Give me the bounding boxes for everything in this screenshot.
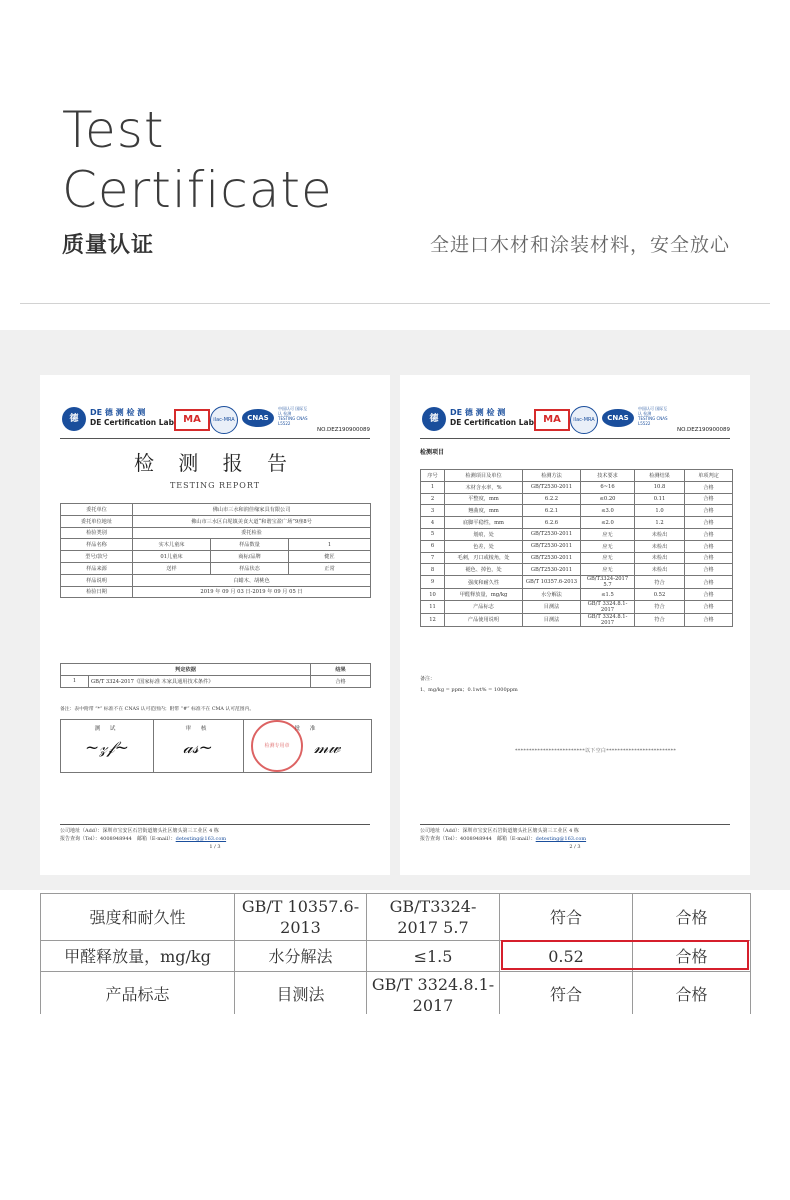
divider (20, 303, 770, 304)
table-row (61, 515, 371, 527)
table-cell: 1.2 (635, 517, 685, 529)
table-row (421, 564, 733, 576)
title-line-certificate: Certificate (62, 161, 333, 219)
remark-label: 备注： (420, 676, 436, 682)
table-cell: 合格 (685, 517, 733, 529)
table-cell: 未检出 (635, 564, 685, 576)
table-cell: 6 (421, 540, 445, 552)
table-cell: 委托检验 (133, 527, 371, 539)
lab-name-en: DE Certification Lab (450, 418, 534, 427)
de-lab-logo-icon: 德 (62, 407, 86, 431)
table-row (61, 574, 371, 586)
table-cell: 样品数量 (211, 539, 289, 551)
table-row (421, 589, 733, 601)
footer-email-link[interactable]: detesting@163.com (535, 836, 587, 842)
approver-label: 批 准 (294, 726, 320, 732)
table-cell: 未检出 (635, 540, 685, 552)
page-number: 1 / 3 (209, 844, 221, 850)
table-row (421, 517, 733, 529)
highlight-box (501, 940, 749, 970)
table-cell: GB/T2530-2011 (523, 564, 581, 576)
report-note: 备注：表中附带 “*” 标准不在 CNAS 认可范围内；附带 “#” 标准不在 CMA 认可范围内。 (60, 707, 255, 712)
table-cell: 1 (289, 539, 371, 551)
table-row (61, 562, 371, 574)
table-cell: 色差，处 (445, 540, 523, 552)
table-cell: 1 (421, 481, 445, 493)
footer-tel: 报告查询（Tel）：4008948944 邮箱（E-mail）： (60, 836, 176, 842)
table-cell: 合格 (685, 600, 733, 613)
table-cell: GB/T 3324-2017《国家标准 木家具通用技术条件》 (89, 675, 311, 687)
table-cell: 4 (421, 517, 445, 529)
table-cell: 合格 (685, 493, 733, 505)
table-row (421, 600, 733, 613)
table-row (421, 528, 733, 540)
lab-header (60, 405, 370, 439)
table-cell: 12 (421, 613, 445, 626)
column-header: 检测方法 (523, 470, 581, 482)
table-cell: GB/T2530-2011 (523, 540, 581, 552)
footer-address: 公司地址（Add）：深圳市宝安区石岩街道塘头社区塘头第三工业区 4 栋 (60, 828, 219, 834)
table-cell: GB/T3324-2017 5.7 (367, 894, 500, 941)
sample-info-table (60, 503, 371, 598)
table-cell: 应无 (581, 528, 635, 540)
table-cell: 目测法 (523, 600, 581, 613)
tester-label: 测 试 (94, 726, 120, 732)
table-cell: 强度和耐久性 (445, 576, 523, 589)
section-label: 检测项目 (420, 449, 445, 456)
table-cell: 7 (421, 552, 445, 564)
table-cell: 未检出 (635, 552, 685, 564)
table-row (61, 551, 371, 563)
table-cell: 符合 (635, 600, 685, 613)
table-cell: 委托单位地址 (61, 515, 133, 527)
table-cell: 1 (61, 675, 89, 687)
footer-rule (60, 824, 370, 825)
table-row (41, 894, 751, 941)
column-header: 序号 (421, 470, 445, 482)
reviewer-column (153, 720, 244, 772)
certificate-page-2 (400, 375, 750, 875)
table-cell: 委托单位 (61, 504, 133, 516)
table-cell: 样品说明 (61, 574, 133, 586)
table-cell: 1.0 (635, 505, 685, 517)
table-cell: 合格 (685, 576, 733, 589)
table-header: 结果 (311, 664, 371, 676)
table-cell: ≤3.0 (581, 505, 635, 517)
table-row (61, 539, 371, 551)
approver-signature: 𝓂𝓌 (313, 738, 341, 758)
table-cell: 合格 (685, 564, 733, 576)
table-cell: 应无 (581, 564, 635, 576)
table-cell: 正常 (289, 562, 371, 574)
table-cell: 9 (421, 576, 445, 589)
table-cell: 底脚平稳性，mm (445, 517, 523, 529)
table-row (61, 586, 371, 598)
verdict-table (60, 663, 371, 688)
column-header: 单项判定 (685, 470, 733, 482)
ilac-mra-logo-icon: ilac-MRA (210, 406, 238, 434)
table-cell: 佛山市三水和润佳缘家具有限公司 (133, 504, 371, 516)
footer-address: 公司地址（Add）：深圳市宝安区石岩街道塘头社区塘头第三工业区 4 栋 (420, 828, 579, 834)
lab-name-en: DE Certification Lab (90, 418, 174, 427)
table-cell: 甲醛释放量，mg/kg (41, 941, 235, 972)
table-cell: 毛刺，刃口或棱角，处 (445, 552, 523, 564)
footer-rule (420, 824, 730, 825)
column-header: 检测结果 (635, 470, 685, 482)
column-header: 技术要求 (581, 470, 635, 482)
table-cell: 健匠 (289, 551, 371, 563)
table-cell: 佛山市三水区白坭镇美食大道“和谐宝盈广场”9座8号 (133, 515, 371, 527)
header-rule (60, 438, 370, 439)
cnas-logo-icon: CNAS (602, 409, 634, 427)
table-cell: 3 (421, 505, 445, 517)
stamp-icon: 检测专用章 (251, 720, 303, 772)
table-header: 判定依据 (61, 664, 311, 676)
approver-column (243, 720, 371, 772)
table-row (421, 552, 733, 564)
table-cell: 合格 (685, 540, 733, 552)
table-cell: 型号/款号 (61, 551, 133, 563)
table-cell: 合格 (685, 589, 733, 601)
table-cell: 0.52 (500, 941, 633, 972)
cma-logo-icon: MA (534, 409, 570, 431)
title-line-test: Test (62, 101, 165, 159)
table-cell: 目测法 (235, 972, 367, 1015)
footer-contact (60, 835, 370, 842)
cnas-subtext: 中国认可 国际互认 检测 TESTING CNAS L5522 (638, 406, 668, 426)
table-cell: 0.11 (635, 493, 685, 505)
slogan-text: 全进口木材和涂装材料，安全放心 (429, 234, 730, 256)
table-cell: 平整度，mm (445, 493, 523, 505)
table-row (61, 664, 371, 676)
table-cell: 褪色、掉色，处 (445, 564, 523, 576)
table-cell: 符合 (500, 894, 633, 941)
table-cell: GB/T2530-2011 (523, 552, 581, 564)
report-number: NO.DEZ190900089 (317, 427, 370, 433)
table-cell: 强度和耐久性 (41, 894, 235, 941)
table-cell: 6.2.1 (523, 505, 581, 517)
de-lab-logo-icon: 德 (422, 407, 446, 431)
table-cell: 样品名称 (61, 539, 133, 551)
page-number: 2 / 3 (569, 844, 581, 850)
table-cell: 木材含水率，% (445, 481, 523, 493)
table-cell: 合格 (633, 972, 751, 1015)
signature-block (60, 719, 372, 773)
table-header-row (421, 470, 733, 482)
table-cell: 商标/品牌 (211, 551, 289, 563)
table-cell: GB/T 3324.8.1-2017 (581, 613, 635, 626)
table-cell: 水分解法 (523, 589, 581, 601)
cma-logo-icon: MA (174, 409, 210, 431)
table-cell: 11 (421, 600, 445, 613)
table-cell: 产品使用说明 (445, 613, 523, 626)
table-cell: 划痕，处 (445, 528, 523, 540)
report-subtitle: TESTING REPORT (169, 481, 261, 490)
lab-name-cn: DE 德 测 检 测 (90, 408, 146, 417)
tester-column (61, 720, 154, 772)
table-cell: GB/T 10357.6-2013 (523, 576, 581, 589)
table-cell: 样品来源 (61, 562, 133, 574)
blank-marker: *************************以下空白************************* (515, 748, 677, 754)
table-cell: GB/T2530-2011 (523, 528, 581, 540)
test-items-table (420, 469, 733, 627)
table-cell: 翘曲度，mm (445, 505, 523, 517)
column-header: 检测项目及单位 (445, 470, 523, 482)
table-row (61, 504, 371, 516)
table-cell: 符合 (635, 576, 685, 589)
table-row (41, 972, 751, 1015)
table-cell: 合格 (633, 894, 751, 941)
table-cell: ≤0.20 (581, 493, 635, 505)
table-cell: 白蜡木、胡桃色 (133, 574, 371, 586)
ilac-mra-logo-icon: ilac-MRA (570, 406, 598, 434)
table-cell: 产品标志 (445, 600, 523, 613)
table-cell: GB/T 3324.8.1-2017 (367, 972, 500, 1015)
table-row (61, 675, 371, 687)
table-cell: 实木儿童床 (133, 539, 211, 551)
table-cell: 10.8 (635, 481, 685, 493)
table-cell: 甲醛释放量，mg/kg (445, 589, 523, 601)
table-cell: 合格 (685, 481, 733, 493)
table-cell: GB/T3324-2017 5.7 (581, 576, 635, 589)
table-cell: 目测法 (523, 613, 581, 626)
table-cell: 0.52 (635, 589, 685, 601)
table-cell: GB/T 3324.8.1-2017 (581, 600, 635, 613)
footer-email-link[interactable]: detesting@163.com (175, 836, 227, 842)
table-row (421, 576, 733, 589)
table-cell: 8 (421, 564, 445, 576)
table-cell: 未检出 (635, 528, 685, 540)
table-cell: ≤2.0 (581, 517, 635, 529)
table-cell: 样品状态 (211, 562, 289, 574)
table-row (421, 613, 733, 626)
table-row (421, 493, 733, 505)
table-row (421, 505, 733, 517)
table-cell: 水分解法 (235, 941, 367, 972)
table-cell: 合格 (685, 505, 733, 517)
table-row (61, 527, 371, 539)
section-subtitle: 质量认证 (62, 233, 155, 258)
table-row (421, 540, 733, 552)
table-cell: 产品标志 (41, 972, 235, 1015)
table-cell: 送样 (133, 562, 211, 574)
footer-tel: 报告查询（Tel）：4008948944 邮箱（E-mail）： (420, 836, 536, 842)
table-cell: 应无 (581, 552, 635, 564)
reviewer-signature: 𝒶𝓈~ (183, 738, 213, 758)
table-cell: GB/T 10357.6-2013 (235, 894, 367, 941)
header-rule (420, 438, 730, 439)
cnas-subtext: 中国认可 国际互认 检测 TESTING CNAS L5522 (278, 406, 308, 426)
table-cell: 合格 (633, 941, 751, 972)
table-cell: 检验日期 (61, 586, 133, 598)
table-cell: 符合 (500, 972, 633, 1015)
table-cell: 2019 年 09 月 03 日-2019 年 09 月 05 日 (133, 586, 371, 598)
table-cell: ≤1.5 (581, 589, 635, 601)
table-cell: 合格 (685, 552, 733, 564)
footer-contact (420, 835, 730, 842)
table-cell: 6.2.6 (523, 517, 581, 529)
table-cell: 合格 (685, 613, 733, 626)
lab-name-cn: DE 德 测 检 测 (450, 408, 506, 417)
table-cell: GB/T2530-2011 (523, 481, 581, 493)
remark-text: 1、mg/kg = ppm；0.1wt% = 1000ppm (420, 687, 518, 693)
table-cell: 合格 (311, 675, 371, 687)
report-title: 检 测 报 告 (133, 451, 297, 475)
table-cell: ≤1.5 (367, 941, 500, 972)
cnas-logo-icon: CNAS (242, 409, 274, 427)
table-cell: 检验类别 (61, 527, 133, 539)
table-cell: 10 (421, 589, 445, 601)
report-number: NO.DEZ190900089 (677, 427, 730, 433)
reviewer-label: 审 核 (185, 726, 211, 732)
table-cell: 6.2.2 (523, 493, 581, 505)
table-cell: 5 (421, 528, 445, 540)
table-cell: 01儿童床 (133, 551, 211, 563)
table-cell: 2 (421, 493, 445, 505)
table-cell: 6~16 (581, 481, 635, 493)
lab-header (420, 405, 730, 439)
tester-signature: ~𝓏𝒻~ (85, 738, 129, 758)
table-cell: 应无 (581, 540, 635, 552)
table-cell: 符合 (635, 613, 685, 626)
certificate-page-1 (40, 375, 390, 875)
table-row (421, 481, 733, 493)
table-cell: 合格 (685, 528, 733, 540)
